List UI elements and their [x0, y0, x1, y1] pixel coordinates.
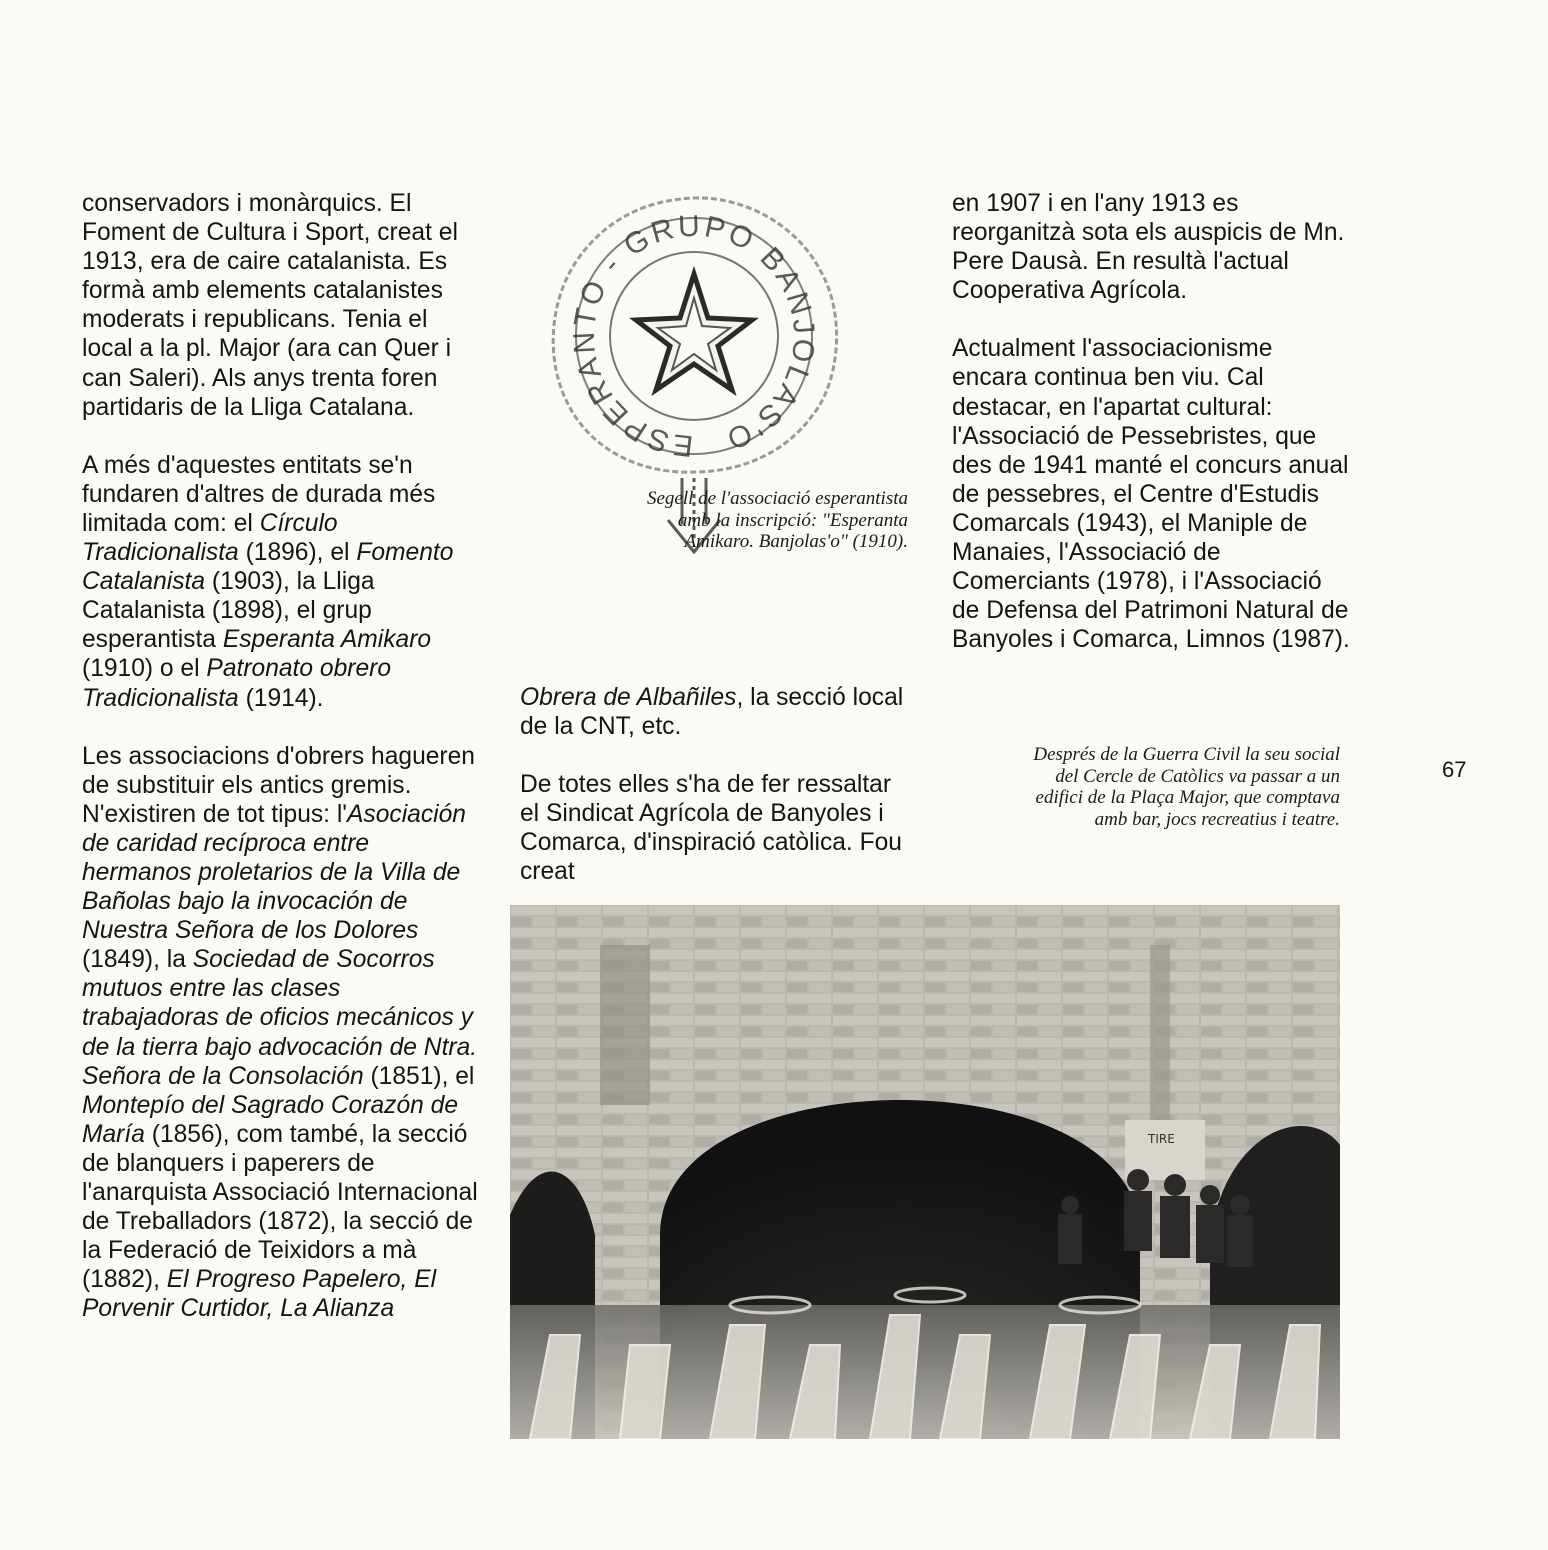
- text-column-middle: [520, 683, 915, 887]
- text-run: (1896), el: [238, 539, 357, 567]
- paragraph: [952, 189, 1352, 305]
- paragraph: [82, 451, 482, 713]
- text-run: conservadors i monàrquics. El Foment de Cultura i Sport, creat el 1913, era de caire catalanista. Es formà amb elements catalanistes moderats i republicans. Tenia el local a la pl. Major (ara can Quer i can Saleri). Als anys trenta foren partidaris de la Lliga Catalana.: [82, 190, 458, 421]
- text-run: (1910) o el: [82, 655, 207, 683]
- seal-inscription: ESPERANTO - GRUPO BANJOLAS'O: [567, 209, 821, 463]
- text-run: A més d'aquestes entitats se'n fundaren d'altres de durada més limitada com: el: [82, 451, 436, 537]
- italic-run: Círculo Tradicionalista: [82, 509, 338, 567]
- paragraph: [82, 742, 482, 1324]
- paragraph: [952, 334, 1352, 654]
- italic-run: Sociedad de Socorros mutuos entre las clases trabajadoras de oficios mecánicos y de la tierra bajo advocación de Ntra. Señora de la Consolación: [82, 946, 478, 1090]
- text-column-left: [82, 189, 482, 1323]
- text-run: De totes elles s'ha de fer ressaltar el Sindicat Agrícola de Banyoles i Comarca, d'inspiració catòlica. Fou creat: [520, 771, 902, 886]
- text-run: (1851), el: [363, 1062, 475, 1090]
- text-column-right: [952, 189, 1352, 654]
- text-run: , la secció local de la CNT, etc.: [520, 684, 904, 741]
- page-number: 67: [1442, 757, 1467, 782]
- italic-run: Montepío del Sagrado Corazón de María: [82, 1091, 458, 1148]
- plaza-major-photo: [510, 905, 1340, 1439]
- text-run: (1849), la: [82, 946, 193, 974]
- paragraph: [82, 189, 482, 422]
- italic-run: Esperanta Amikaro: [222, 626, 432, 654]
- paragraph: [520, 683, 915, 741]
- text-run: (1856), com també, la secció de blanquers i paperers de l'anarquista Associació Internacional de Treballadors (1872), la secció de la Federació de Teixidors a mà (1882),: [82, 1120, 478, 1294]
- text-run: en 1907 i en l'any 1913 es reorganitzà sota els auspicis de Mn. Pere Dausà. En resultà l'actual Cooperativa Agrícola.: [952, 190, 1345, 305]
- text-run: Actualment l'associacionisme encara continua ben viu. Cal destacar, en l'apartat cultural: l'Associació de Pessebristes, que des de 1941 manté el concurs anual de pessebres, el Centre d'Estudis Comarcals (1943), el Maniple de Manaies, l'Associació de Comerciants (1978), i l'Associació de Defensa del Patrimoni Natural de Banyoles i Comarca, Limnos (1987).: [952, 335, 1350, 654]
- italic-run: El Progreso Papelero, El Porvenir Curtidor, La Alianza: [82, 1266, 437, 1323]
- photo-caption: Després de la Guerra Civil la seu social del Cercle de Catòlics va passar a un edifici de la Plaça Major, que comptava amb bar, jocs recreatius i teatre.: [1033, 744, 1340, 830]
- text-run: (1903), la Lliga Catalanista (1898), el grup esperantista: [82, 568, 375, 654]
- italic-run: Obrera de Albañiles: [520, 684, 737, 711]
- text-run: (1914).: [238, 684, 324, 712]
- italic-run: Fomento Catalanista: [82, 539, 454, 596]
- text-run: Les associacions d'obrers hagueren de substituir els antics gremis. N'existiren de tot tipus: l': [82, 742, 475, 828]
- italic-run: Patronato obrero Tradicionalista: [82, 655, 391, 712]
- paragraph: [520, 770, 915, 886]
- seal-caption: Segell de l'associació esperantista amb la inscripció: "Esperanta Amikaro. Banjolas'o" (1910).: [646, 488, 908, 553]
- photo-sign-text: TIRE: [1148, 1132, 1175, 1146]
- italic-run: Asociación de caridad recíproca entre hermanos proletarios de la Villa de Bañolas bajo la invocación de Nuestra Señora de los Dolores: [82, 800, 466, 945]
